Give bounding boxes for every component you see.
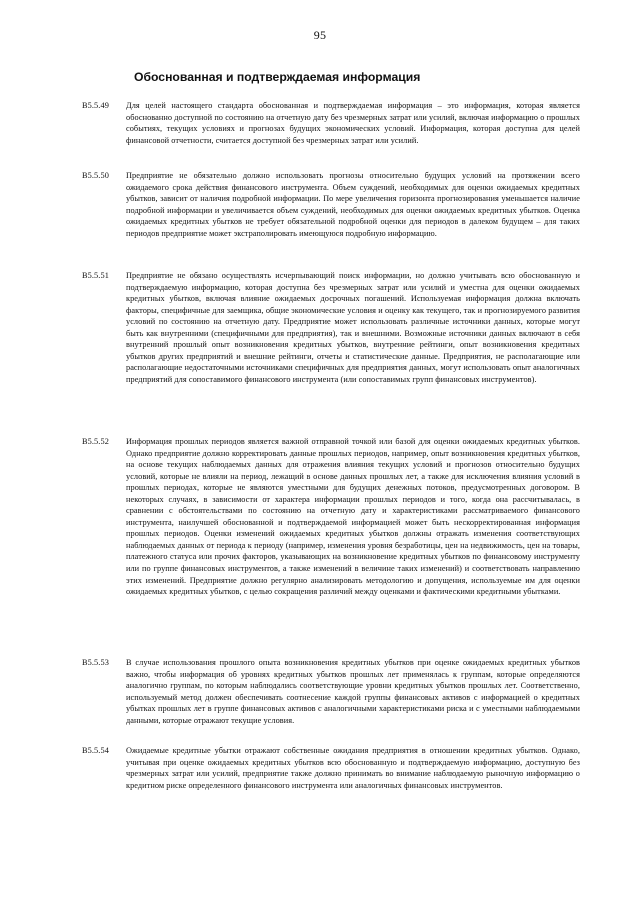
paragraph-text: Информация прошлых периодов является важной отправной точкой или базой для оценки ожидаемых кредитных убытков. Однако предприятие должно корректировать данные прошлых периодов, например, опыт возникновения кредитных убытков, на основе текущих наблюдаемых данных для отражения влияния текущих условий и прогнозов относительно будущих условий, которые не влияли на период, лежащий в основе данных прошлых лет, а также для исключения влияния условий в прошлых периодах, которые не являются уместными для будущих денежных потоков, предусмотренных договором. В некоторых случаях, в зависимости от характера информации прошлых периодов и того, когда она рассчитывалась, в сравнении с обстоятельствами по состоянию на отчетную дату и характеристиками рассматриваемого финансового инструмента, наилучшей обоснованной и подтверждаемой информацией может быть нескорректированная информация прошлых периодов. Оценки изменений ожидаемых кредитных убытков должны отражать изменения соответствующих наблюдаемых данных от периода к периоду (например, изменения уровня безработицы, цен на недвижимость, цен на товары, платежного статуса или прочих факторов, указывающих на возникновение кредитных убытков по финансовому инструменту или по группе финансовых инструментов, а также изменений в величине таких изменений) и соответствовать направлению этих изменений. Предприятие должно регулярно анализировать методологию и допущения, используемые им для оценки ожидаемых кредитных убытков, с целью сокращения различий между оценками и фактическими кредитными убытками. [126, 437, 580, 597]
paragraph-text: В случае использования прошлого опыта возникновения кредитных убытков при оценке ожидаемых кредитных убытков важно, чтобы информация об уровнях кредитных убытков прошлых лет применялась к группам, которые определяются аналогично группам, по которым наблюдались соответствующие уровни кредитных убытков прошлых лет. Соответственно, используемый метод должен обеспечивать соотнесение каждой группы финансовых активов с информацией о кредитных убытках прошлых лет в группе финансовых активов с аналогичными характеристиками риска и с уместными наблюдаемыми данными, которые отражают текущие условия. [126, 658, 580, 725]
paragraph-number: B5.5.49 [82, 101, 109, 110]
paragraph-number: B5.5.54 [82, 746, 109, 755]
paragraph-text: Для целей настоящего стандарта обоснованная и подтверждаемая информация – это информация, которая является обоснованно доступной по состоянию на отчетную дату без чрезмерных затрат или усилий, включая информацию о прошлых событиях, текущих условиях и прогнозах будущих экономических условий. Информация, которая доступна для целей финансовой отчетности, считается доступной без чрезмерных затрат или усилий. [126, 101, 580, 145]
section-heading: Обоснованная и подтверждаемая информация [134, 70, 421, 84]
paragraph-number: B5.5.53 [82, 658, 109, 667]
paragraph-number: B5.5.52 [82, 437, 109, 446]
page-number: 95 [313, 28, 327, 42]
paragraph-text: Предприятие не обязано осуществлять исчерпывающий поиск информации, но должно учитывать всю обоснованную и подтверждаемую информацию, которая доступна без чрезмерных затрат или усилий и уместна для оценки ожидаемых кредитных убытков, включая влияние ожидаемых досрочных погашений. Используемая информация должна включать факторы, специфичные для заемщика, общие экономические условия и оценку как текущего, так и прогнозируемого развития условий по состоянию на отчетную дату. Предприятие может использовать различные источники данных, которые могут быть как внутренними (специфичными для предприятия), так и внешними. Возможные источники данных включают в себя внутренний прошлый опыт возникновения кредитных убытков, внутренние рейтинги, опыт возникновения кредитных убытков других предприятий и внешние рейтинги, отчеты и статистические данные. Предприятия, не располагающие или располагающие недостаточными источниками специфичных для предприятия данных, могут использовать опыт аналогичных предприятий для сопоставимого финансового инструмента (или сопоставимых групп финансовых инструментов). [126, 271, 580, 384]
paragraph-text: Предприятие не обязательно должно использовать прогнозы относительно будущих условий на протяжении всего ожидаемого срока действия финансового инструмента. Объем суждений, необходимых для оценки ожидаемых кредитных убытков, зависит от наличия подробной информации. По мере увеличения горизонта прогнозирования уменьшается наличие подробной информации и увеличивается объем суждений, необходимых для оценки ожидаемых кредитных убытков. Оценка ожидаемых кредитных убытков не требует обязательной подробной оценки для периодов в далеком будущем – для таких периодов предприятие может экстраполировать имеющуюся подробную информацию. [126, 171, 580, 238]
paragraph-number: B5.5.50 [82, 171, 109, 180]
paragraph-number: B5.5.51 [82, 271, 109, 280]
paragraph-text: Ожидаемые кредитные убытки отражают собственные ожидания предприятия в отношении кредитных убытков. Однако, учитывая при оценке ожидаемых кредитных убытков всю обоснованную и подтверждаемую информацию, доступную без чрезмерных затрат или усилий, предприятие также должно принимать во внимание наблюдаемую рыночную информацию о кредитном риске определенного финансового инструмента или аналогичных финансовых инструментов. [126, 746, 580, 790]
